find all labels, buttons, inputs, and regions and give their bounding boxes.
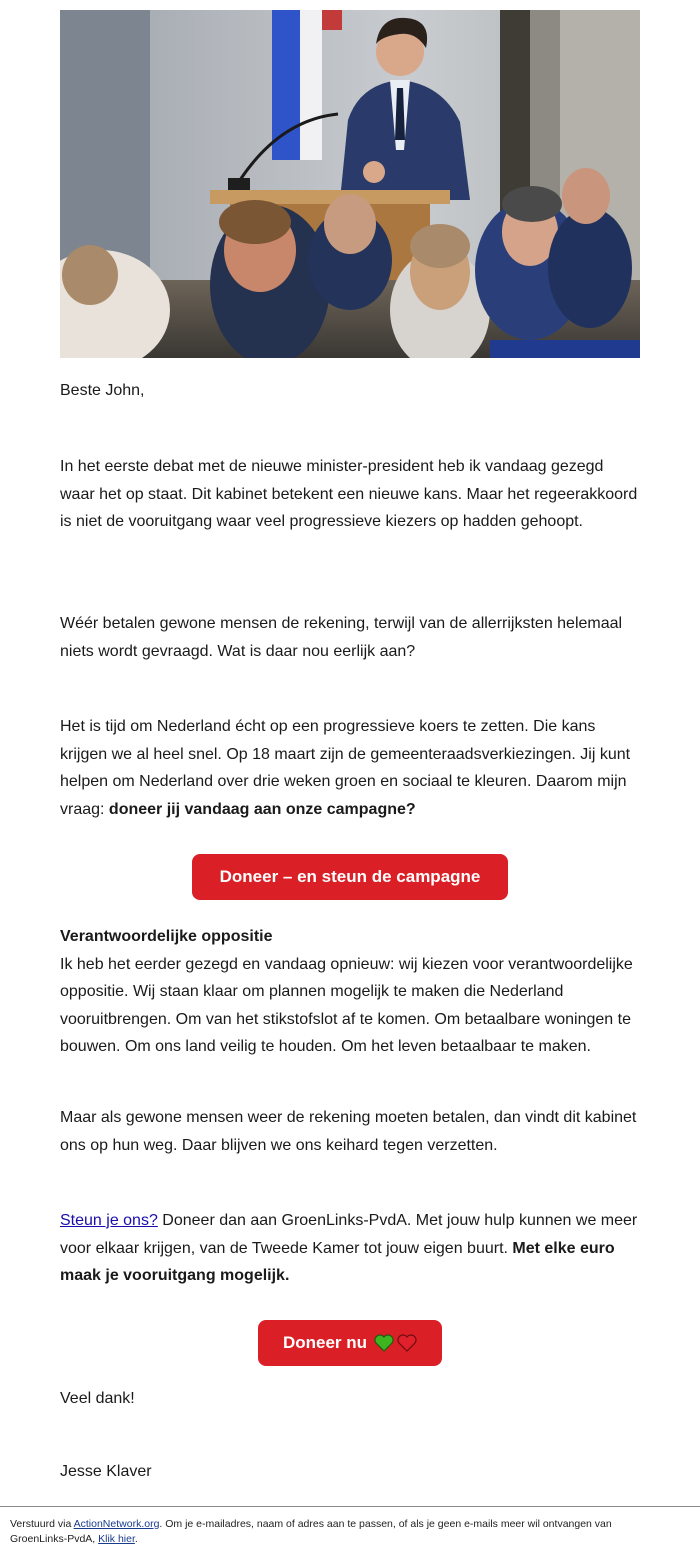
footer-middle: . Om je e-mailadres, naam of adres aan te passen, of als je geen e-mails meer wil ontvangen van GroenLinks-PvdA, [10, 1518, 612, 1545]
paragraph-bill: Wéér betalen gewone mensen de rekening, terwijl van de allerrijksten helemaal niets wordt gevraagd. Wat is daar nou eerlijk aan? [60, 615, 623, 660]
paragraph-support [60, 1207, 640, 1290]
greeting: Beste John, [60, 382, 145, 399]
actionnetwork-link[interactable]: ActionNetwork.org [73, 1518, 160, 1530]
donate-campaign-button[interactable]: Doneer – en steun de campagne [192, 854, 508, 900]
closing: Veel dank! [60, 1390, 135, 1407]
hero-image [60, 10, 640, 358]
footer [0, 1506, 700, 1558]
paragraph-support-bold: Met elke euro maak je vooruitgang mogelijk. [60, 1239, 615, 1284]
section-block [60, 923, 640, 1061]
section-heading: Verantwoordelijke oppositie [60, 928, 273, 945]
unsubscribe-link[interactable]: Klik hier [98, 1532, 135, 1545]
paragraph-support-text: Doneer dan aan GroenLinks-PvdA. Met jouw hulp kunnen we meer voor elkaar krijgen, van de Tweede Kamer tot jouw eigen buurt. [60, 1212, 638, 1257]
signature: Jesse Klaver [60, 1463, 152, 1480]
footer-prefix: Verstuurd via [10, 1518, 74, 1530]
paragraph-cta-text: Het is tijd om Nederland écht op een progressieve koers te zetten. Die kans krijgen we al heel snel. Op 18 maart zijn de gemeenteraadsverkiezingen. Jij kunt helpen om Nederland over drie weken groen en sociaal te kleuren. Daarom mijn vraag: [60, 718, 631, 818]
paragraph-opposition: Maar als gewone mensen weer de rekening moeten betalen, dan vindt dit kabinet ons op hun weg. Daar blijven we ons keihard tegen verzetten. [60, 1109, 637, 1154]
green-heart-icon [374, 1334, 394, 1352]
paragraph-cta-bold: doneer jij vandaag aan onze campagne? [108, 800, 416, 818]
support-link[interactable]: Steun je ons? [60, 1212, 158, 1229]
footer-text [10, 1517, 650, 1546]
paragraph-intro: In het eerste debat met de nieuwe minister-president heb ik vandaag gezegd waar het op staat. Dit kabinet betekent een nieuwe kans. Maar het regeerakkoord is niet de vooruitgang waar veel progressieve kiezers op hadden gehoopt. [60, 458, 638, 530]
paragraph-call-to-action [60, 713, 640, 823]
donate-now-button[interactable] [258, 1320, 442, 1366]
section-text: Ik heb het eerder gezegd en vandaag opnieuw: wij kiezen voor verantwoordelijke oppositie. Wij staan klaar om plannen mogelijk te maken die Nederland vooruitbrengen. Om van het stikstofslot af te komen. Om betaalbare woningen te bouwen. Om ons land veilig te houden. Om het leven betaalbaar te maken. [60, 955, 633, 1055]
footer-suffix: . [134, 1532, 138, 1545]
donate-now-label: Doneer nu [282, 1333, 368, 1352]
red-heart-icon [397, 1334, 417, 1352]
